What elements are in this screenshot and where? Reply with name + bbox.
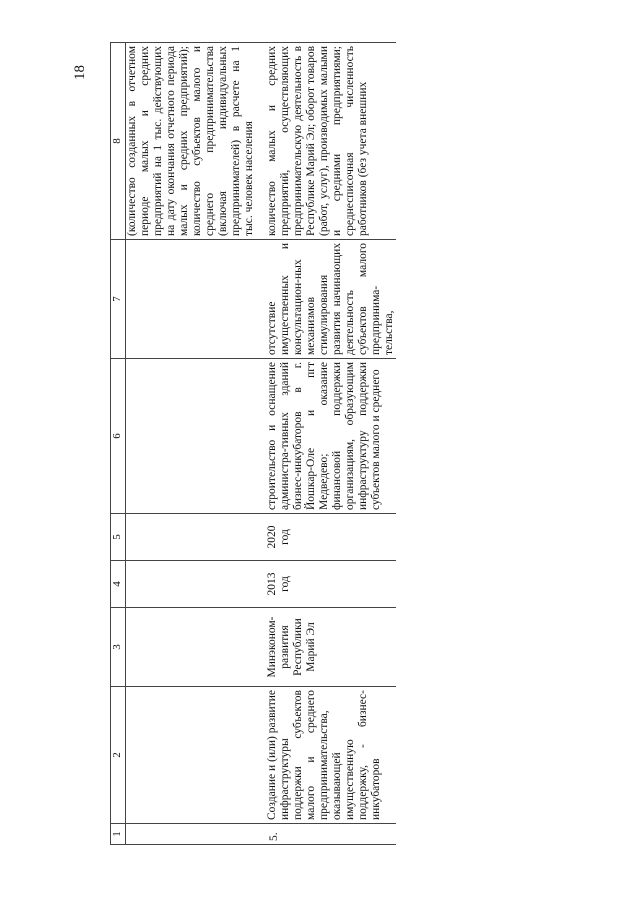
column-header-1: 1 [111, 824, 126, 845]
program-measures-table [110, 42, 396, 845]
column-header-4: 4 [111, 561, 126, 608]
page-number: 18 [72, 65, 88, 80]
executor-cell: Минэконом-развития Республики Марий Эл [266, 608, 396, 687]
continued-row [126, 43, 267, 845]
continued-cell-6 [126, 359, 267, 514]
column-header-3: 3 [111, 608, 126, 687]
continued-cell-2 [126, 687, 267, 824]
continued-cell-7 [126, 240, 267, 359]
continued-cell-1 [126, 824, 267, 845]
column-header-5: 5 [111, 514, 126, 561]
column-header-2: 2 [111, 687, 126, 824]
end-year-cell: 2020 год [266, 514, 396, 561]
column-header-row [111, 43, 126, 845]
rotated-table-container [110, 46, 530, 845]
table-row [266, 43, 396, 845]
column-header-7: 7 [111, 240, 126, 359]
measure-name-cell: Создание и (или) развитие инфраструктуры поддержки субъектов малого и среднего предпринимательства, оказывающей имущественную поддержку, - бизнес-инкубаторов [266, 687, 396, 824]
continued-cell-3 [126, 608, 267, 687]
continued-indicators-cell: (количество созданных в отчетном периоде малых и средних предприятий на 1 тыс. действующих на дату окончания отчетного периода малых и средних предприятий); количество субъектов малого и среднего предпринимательства (включая индивидуальных предпринимателей) в расчете на 1 тыс. человек населения [126, 43, 267, 240]
indicators-cell: количество малых и средних предприятий, осуществляющих предпринимательскую деятельность в Республике Марий Эл; оборот товаров (работ, услуг), производимых малыми и средними предприятиями; среднесписочная численность работников (без учета внешних [266, 43, 396, 240]
row-number: 5. [266, 824, 396, 845]
column-header-8: 8 [111, 43, 126, 240]
column-header-6: 6 [111, 359, 126, 514]
consequences-cell: отсутствие имущественных и консультацион-ных механизмов стимулирования развития начинающих деятельность субъектов малого предпринима-тельства, [266, 240, 396, 359]
expected-result-cell: строительство и оснащение администра-тивных зданий бизнес-инкубаторов в г. Йошкар-Оле и пгт Медведево; оказание финансовой поддержки организациям, образующим инфраструктуру поддержки субъектов малого и среднего [266, 359, 396, 514]
continued-cell-4 [126, 561, 267, 608]
continued-cell-5 [126, 514, 267, 561]
start-year-cell: 2013 год [266, 561, 396, 608]
